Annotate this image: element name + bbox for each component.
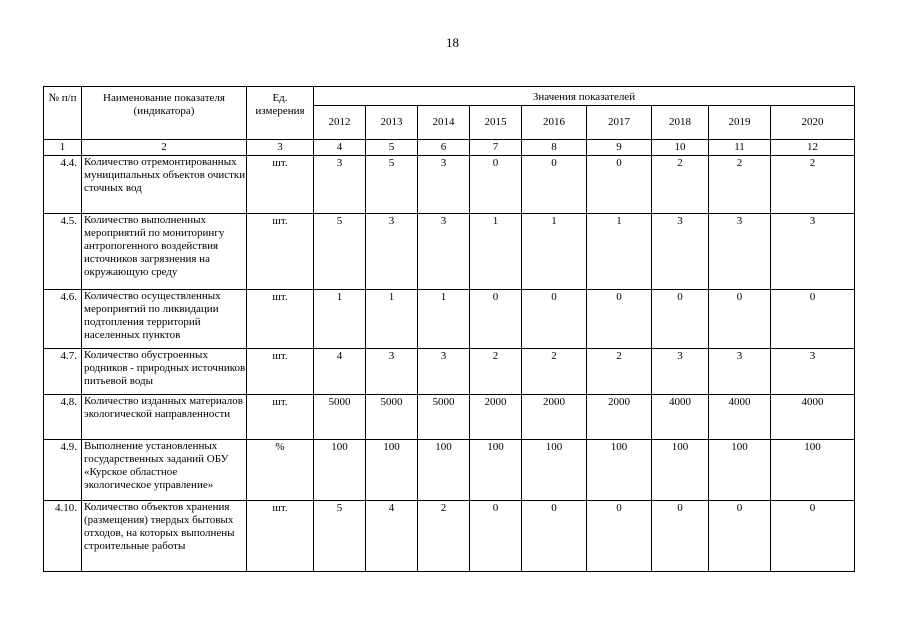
value-cell: 3: [418, 214, 470, 290]
table-row: [44, 440, 855, 501]
value-cell: 5: [366, 156, 418, 214]
unit-cell: шт.: [247, 395, 314, 440]
value-cell: 0: [587, 156, 652, 214]
header-indicator-name: Наименование показателя (индикатора): [82, 87, 247, 140]
value-cell: 100: [587, 440, 652, 501]
row-number: 4.8.: [44, 395, 82, 440]
unit-cell: шт.: [247, 290, 314, 349]
value-cell: 0: [652, 290, 709, 349]
value-cell: 0: [771, 501, 855, 572]
value-cell: 100: [709, 440, 771, 501]
value-cell: 100: [366, 440, 418, 501]
value-cell: 2: [418, 501, 470, 572]
row-number: 4.10.: [44, 501, 82, 572]
row-number: 4.7.: [44, 349, 82, 395]
header-values-group: Значения показателей: [314, 87, 855, 106]
value-cell: 3: [418, 349, 470, 395]
header-year: 2019: [709, 106, 771, 140]
value-cell: 100: [418, 440, 470, 501]
value-cell: 0: [522, 156, 587, 214]
value-cell: 2000: [522, 395, 587, 440]
value-cell: 3: [418, 156, 470, 214]
value-cell: 5: [314, 214, 366, 290]
indicator-name: Количество отремонтированных муниципальных объектов очистки сточных вод: [82, 156, 247, 214]
value-cell: 5000: [314, 395, 366, 440]
value-cell: 0: [522, 290, 587, 349]
unit-cell: шт.: [247, 156, 314, 214]
unit-cell: шт.: [247, 501, 314, 572]
value-cell: 0: [587, 290, 652, 349]
value-cell: 0: [652, 501, 709, 572]
table-row: [44, 501, 855, 572]
column-number: 10: [652, 140, 709, 156]
value-cell: 2: [709, 156, 771, 214]
value-cell: 0: [709, 501, 771, 572]
header-row: [44, 87, 855, 106]
column-number: 8: [522, 140, 587, 156]
header-year: 2016: [522, 106, 587, 140]
value-cell: 0: [522, 501, 587, 572]
value-cell: 1: [587, 214, 652, 290]
header-unit: Ед. измерения: [247, 87, 314, 140]
value-cell: 2: [522, 349, 587, 395]
indicator-name: Количество объектов хранения (размещения) твердых бытовых отходов, на которых выполнены строительные работы: [82, 501, 247, 572]
value-cell: 100: [522, 440, 587, 501]
row-number: 4.6.: [44, 290, 82, 349]
header-year: 2014: [418, 106, 470, 140]
value-cell: 2000: [470, 395, 522, 440]
column-number: 7: [470, 140, 522, 156]
value-cell: 1: [418, 290, 470, 349]
value-cell: 2: [470, 349, 522, 395]
header-year: 2012: [314, 106, 366, 140]
column-number: 11: [709, 140, 771, 156]
value-cell: 3: [366, 214, 418, 290]
value-cell: 100: [652, 440, 709, 501]
value-cell: 2: [652, 156, 709, 214]
value-cell: 3: [652, 349, 709, 395]
indicator-name: Количество обустроенных родников - природных источников питьевой воды: [82, 349, 247, 395]
page-number: 18: [446, 35, 459, 50]
table-row: [44, 349, 855, 395]
unit-cell: шт.: [247, 349, 314, 395]
row-number: 4.5.: [44, 214, 82, 290]
value-cell: 4000: [652, 395, 709, 440]
column-number: 1: [44, 140, 82, 156]
indicator-name: Выполнение установленных государственных заданий ОБУ «Курское областное экологическое управление»: [82, 440, 247, 501]
value-cell: 1: [314, 290, 366, 349]
indicator-name: Количество выполненных мероприятий по мониторингу антропогенного воздействия источников загрязнения на окружающую среду: [82, 214, 247, 290]
column-number: 3: [247, 140, 314, 156]
value-cell: 3: [314, 156, 366, 214]
value-cell: 3: [709, 349, 771, 395]
value-cell: 1: [522, 214, 587, 290]
column-number: 9: [587, 140, 652, 156]
column-numbers-row: [44, 140, 855, 156]
value-cell: 3: [709, 214, 771, 290]
value-cell: 100: [314, 440, 366, 501]
header-year: 2020: [771, 106, 855, 140]
header-year: 2013: [366, 106, 418, 140]
indicator-name: Количество изданных материалов экологической направленности: [82, 395, 247, 440]
value-cell: 0: [470, 290, 522, 349]
value-cell: 100: [771, 440, 855, 501]
value-cell: 4000: [709, 395, 771, 440]
table-row: [44, 395, 855, 440]
table-row: [44, 156, 855, 214]
value-cell: 0: [587, 501, 652, 572]
indicators-table: [43, 86, 855, 572]
value-cell: 4: [314, 349, 366, 395]
table-row: [44, 290, 855, 349]
value-cell: 1: [366, 290, 418, 349]
value-cell: 0: [771, 290, 855, 349]
value-cell: 2000: [587, 395, 652, 440]
value-cell: 0: [709, 290, 771, 349]
indicator-name: Количество осуществленных мероприятий по ликвидации подтопления территорий населенных пунктов: [82, 290, 247, 349]
value-cell: 5: [314, 501, 366, 572]
value-cell: 4000: [771, 395, 855, 440]
value-cell: 5000: [418, 395, 470, 440]
value-cell: 3: [771, 349, 855, 395]
column-number: 6: [418, 140, 470, 156]
value-cell: 100: [470, 440, 522, 501]
header-year: 2017: [587, 106, 652, 140]
column-number: 2: [82, 140, 247, 156]
value-cell: 0: [470, 501, 522, 572]
header-year: 2018: [652, 106, 709, 140]
table-row: [44, 214, 855, 290]
value-cell: 3: [652, 214, 709, 290]
value-cell: 3: [366, 349, 418, 395]
value-cell: 1: [470, 214, 522, 290]
column-number: 4: [314, 140, 366, 156]
value-cell: 4: [366, 501, 418, 572]
header-num: № п/п: [44, 87, 82, 140]
header-year: 2015: [470, 106, 522, 140]
value-cell: 3: [771, 214, 855, 290]
value-cell: 5000: [366, 395, 418, 440]
row-number: 4.4.: [44, 156, 82, 214]
column-number: 5: [366, 140, 418, 156]
value-cell: 2: [587, 349, 652, 395]
row-number: 4.9.: [44, 440, 82, 501]
unit-cell: шт.: [247, 214, 314, 290]
column-number: 12: [771, 140, 855, 156]
value-cell: 0: [470, 156, 522, 214]
unit-cell: %: [247, 440, 314, 501]
value-cell: 2: [771, 156, 855, 214]
